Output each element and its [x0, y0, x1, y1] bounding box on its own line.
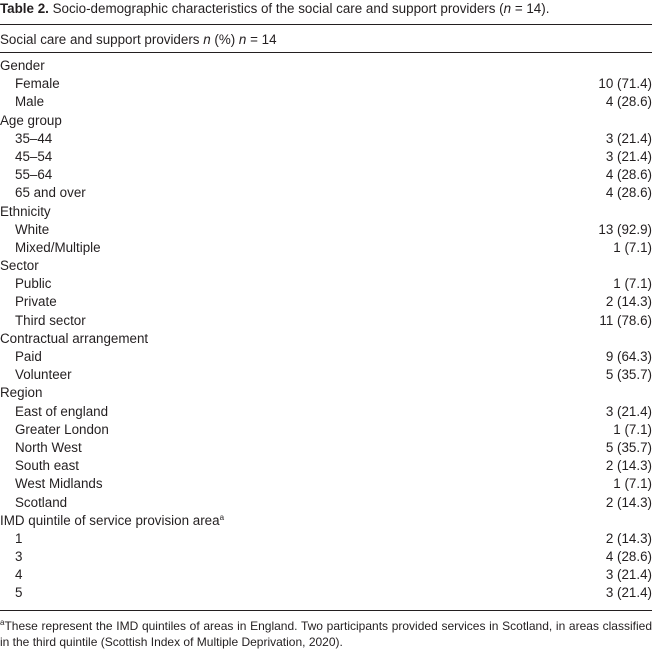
table-row [0, 584, 652, 602]
table-row [0, 312, 652, 330]
header-text-mid: (%) [210, 32, 239, 47]
row-label: 5 [15, 585, 23, 601]
table-row [0, 475, 652, 493]
footnote-text: These represent the IMD quintiles of areas in England. Two participants provided services in Scotland, in areas classified in the third quintile (Scottish Index of Multiple Deprivation, 2020). [0, 619, 652, 649]
table-row [0, 421, 652, 439]
row-value: 3 (21.4) [605, 567, 652, 583]
row-label: White [15, 221, 50, 237]
row-value: 3 (21.4) [605, 585, 652, 601]
table-row [0, 293, 652, 311]
table-row [0, 275, 652, 293]
table-row [0, 494, 652, 512]
row-value: 3 (21.4) [605, 148, 652, 164]
row-value: 5 (35.7) [605, 439, 652, 455]
top-rule [0, 24, 652, 25]
column-header [0, 31, 277, 49]
table-row [0, 548, 652, 566]
bottom-rule [0, 610, 652, 611]
row-label: Scotland [15, 494, 68, 510]
row-value: 4 (28.6) [605, 185, 652, 201]
group-name: Sector [0, 258, 39, 274]
row-value: 1 (7.1) [613, 239, 652, 255]
footnote-marker: a [0, 618, 5, 627]
row-value: 9 (64.3) [605, 349, 652, 364]
row-label: Public [15, 276, 52, 292]
group-name: Ethnicity [0, 203, 51, 219]
table-row [0, 457, 652, 475]
row-label: West Midlands [15, 476, 103, 492]
row-value: 11 (78.6) [599, 312, 652, 328]
row-label: East of england [15, 403, 109, 419]
row-label: South east [15, 458, 80, 474]
caption-text: Socio-demographic characteristics of the social care and support providers ( [48, 1, 504, 16]
table-row [0, 75, 652, 93]
row-label: Mixed/Multiple [15, 239, 101, 255]
header-text: Social care and support providers [0, 32, 204, 47]
group-header-row [0, 384, 652, 402]
row-label: North West [15, 439, 82, 455]
table-body [0, 57, 652, 603]
row-value: 3 (21.4) [605, 403, 652, 419]
row-label: Greater London [15, 421, 109, 437]
row-label: 45–54 [15, 148, 53, 164]
header-n-symbol-2: n [238, 32, 247, 47]
row-label: Male [15, 94, 45, 110]
table-row [0, 130, 652, 148]
table-footnote [0, 618, 652, 650]
row-label: 3 [15, 549, 23, 565]
caption-text-end: = 14). [511, 1, 550, 16]
row-label: 35–44 [15, 130, 53, 146]
group-header-row [0, 203, 652, 221]
row-value: 2 (14.3) [605, 494, 652, 510]
row-value: 4 (28.6) [605, 94, 652, 110]
row-value: 1 (7.1) [613, 276, 652, 292]
row-value: 2 (14.3) [605, 458, 652, 474]
row-label: Third sector [15, 312, 86, 328]
row-value: 1 (7.1) [613, 476, 652, 492]
table-row [0, 148, 652, 166]
row-value: 13 (92.9) [598, 221, 652, 237]
group-name: Age group [0, 112, 62, 128]
table-caption [0, 0, 652, 18]
header-rule [0, 52, 652, 53]
table-row [0, 239, 652, 257]
table-label: Table 2. [0, 1, 49, 16]
group-name: IMD quintile of service provision area$^a$ [0, 512, 225, 528]
header-n-symbol: n [203, 32, 211, 47]
table-row [0, 166, 652, 184]
row-value: 1 (7.1) [613, 421, 652, 437]
row-value: 3 (21.4) [605, 130, 652, 146]
group-header-row [0, 112, 652, 130]
row-label: Volunteer [15, 367, 72, 383]
table-row [0, 221, 652, 239]
footnote-marker: a [219, 512, 225, 522]
row-label: 4 [15, 567, 23, 583]
group-name: Contractual arrangement [0, 330, 149, 346]
table-row [0, 566, 652, 584]
group-header-row [0, 257, 652, 275]
row-value: 4 (28.6) [605, 167, 652, 183]
table-row [0, 530, 652, 548]
table-row [0, 93, 652, 111]
group-header-row [0, 512, 652, 530]
caption-n-symbol: n [503, 1, 512, 16]
row-label: Female [15, 76, 60, 92]
group-name: Region [0, 385, 43, 401]
row-value: 4 (28.6) [605, 549, 652, 565]
table-row [0, 184, 652, 202]
row-value: 2 (14.3) [605, 294, 652, 310]
header-text-end: = 14 [246, 32, 277, 47]
table-row [0, 348, 652, 366]
row-value: 10 (71.4) [598, 76, 652, 92]
group-header-row [0, 57, 652, 75]
row-label: 65 and over [15, 185, 86, 201]
table-row [0, 403, 652, 421]
table-row [0, 366, 652, 384]
row-label: Private [15, 294, 57, 310]
row-value: 5 (35.7) [605, 367, 652, 383]
row-value: 2 (14.3) [605, 530, 652, 546]
group-header-row [0, 330, 652, 348]
row-label: Paid [15, 349, 42, 364]
row-label: 1 [15, 530, 23, 546]
table-row [0, 439, 652, 457]
group-name: Gender [0, 58, 45, 73]
row-label: 55–64 [15, 167, 53, 183]
